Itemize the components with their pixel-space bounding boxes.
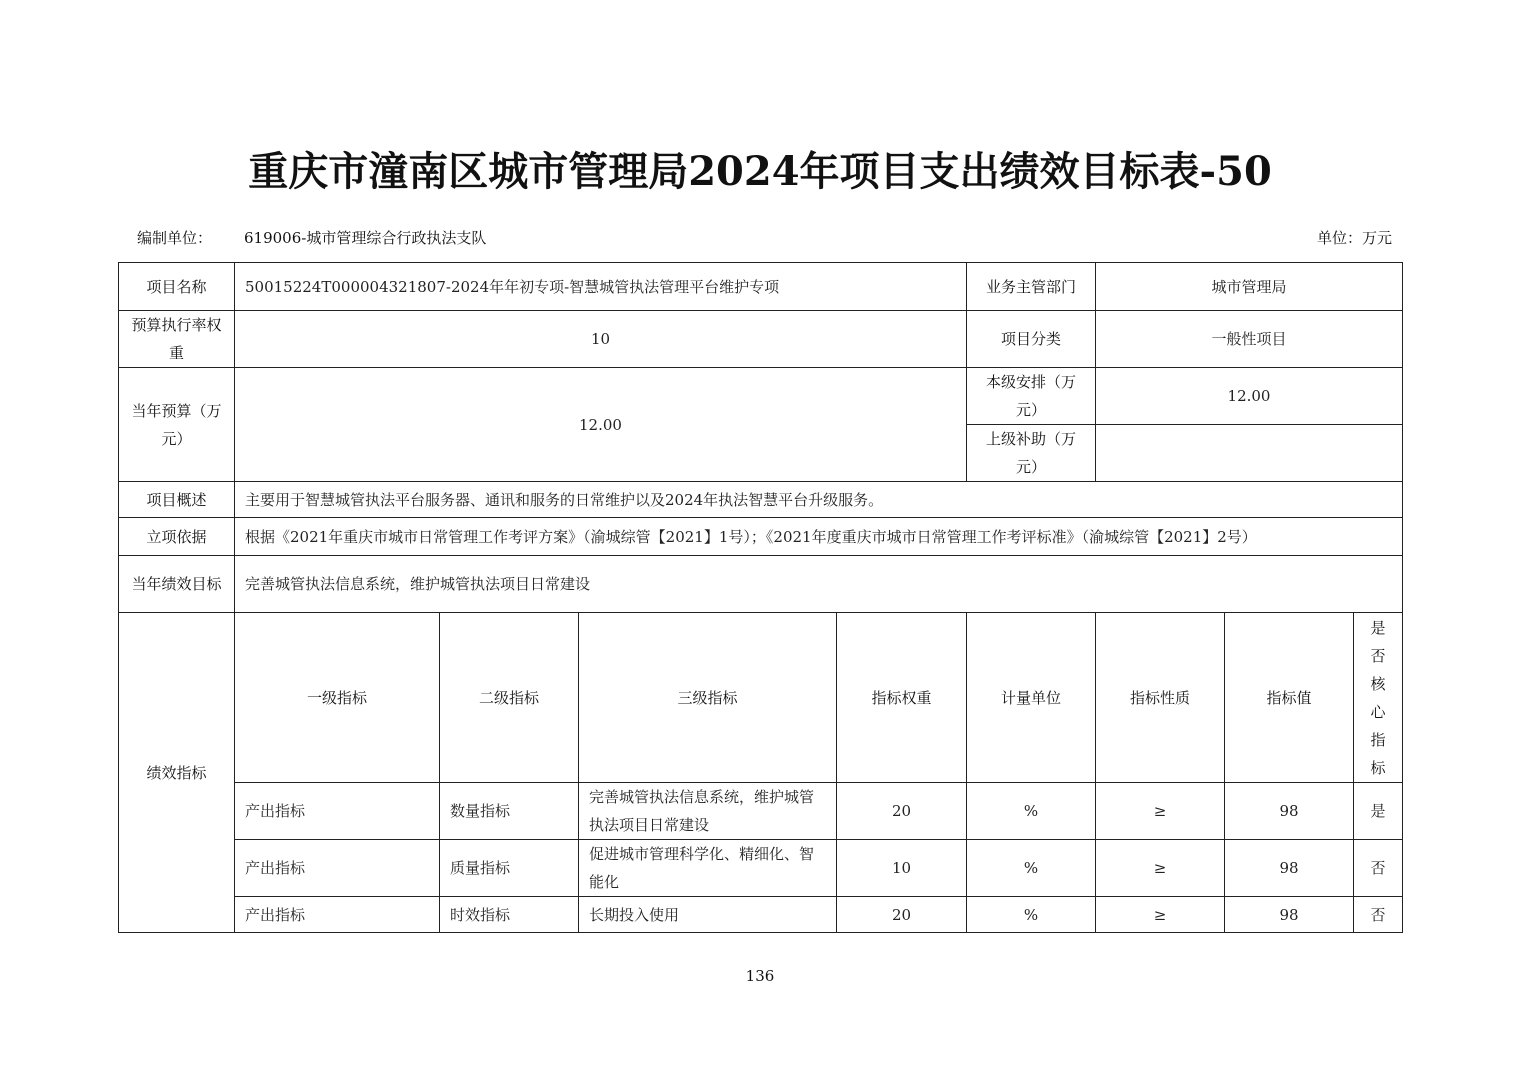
col-level3: 三级指标	[579, 613, 837, 783]
row-nature: ≥	[1096, 897, 1225, 933]
row-nature: ≥	[1096, 840, 1225, 897]
project-name-value: 50015224T000004321807-2024年年初专项-智慧城管执法管理平台维护专项	[235, 263, 967, 311]
budget-label: 当年预算（万元）	[119, 368, 235, 482]
weight-value: 10	[235, 311, 967, 368]
row-weight: 20	[837, 897, 967, 933]
local-label: 本级安排（万元）	[967, 368, 1096, 425]
row-level3: 长期投入使用	[579, 897, 837, 933]
row-core: 否	[1354, 897, 1403, 933]
row-level1: 产出指标	[235, 840, 440, 897]
row-unit: %	[967, 840, 1096, 897]
basis-value: 根据《2021年重庆市城市日常管理工作考评方案》（渝城综管【2021】1号）；《2021年度重庆市城市日常管理工作考评标准》（渝城综管【2021】2号）	[235, 518, 1403, 556]
row-value: 98	[1225, 897, 1354, 933]
dept-label: 业务主管部门	[967, 263, 1096, 311]
goal-value: 完善城管执法信息系统，维护城管执法项目日常建设	[235, 556, 1403, 613]
col-nature: 指标性质	[1096, 613, 1225, 783]
row-core: 否	[1354, 840, 1403, 897]
weight-label: 预算执行率权重	[119, 311, 235, 368]
row-weight	[119, 311, 1403, 368]
document-title: 重庆市潼南区城市管理局2024年项目支出绩效目标表-50	[248, 148, 1272, 195]
org-value: 619006-城市管理综合行政执法支队	[244, 229, 487, 247]
category-value: 一般性项目	[1096, 311, 1403, 368]
currency-unit: 单位：万元	[1316, 229, 1392, 247]
category-label: 项目分类	[967, 311, 1096, 368]
col-level1: 一级指标	[235, 613, 440, 783]
row-goal	[119, 556, 1403, 613]
col-unit: 计量单位	[967, 613, 1096, 783]
overview-value: 主要用于智慧城管执法平台服务器、通讯和服务的日常维护以及2024年执法智慧平台升级服务。	[235, 482, 1403, 518]
row-project-name	[119, 263, 1403, 311]
org-label: 编制单位：	[137, 229, 213, 247]
indicator-header-row	[119, 613, 1403, 783]
basis-label: 立项依据	[119, 518, 235, 556]
local-value: 12.00	[1096, 368, 1403, 425]
row-level3: 完善城管执法信息系统，维护城管执法项目日常建设	[579, 783, 837, 840]
budget-value: 12.00	[235, 368, 967, 482]
row-core: 是	[1354, 783, 1403, 840]
col-core	[1354, 613, 1403, 783]
row-level1: 产出指标	[235, 783, 440, 840]
col-value: 指标值	[1225, 613, 1354, 783]
row-level1: 产出指标	[235, 897, 440, 933]
project-name-label: 项目名称	[119, 263, 235, 311]
col-level2: 二级指标	[440, 613, 579, 783]
row-level2: 质量指标	[440, 840, 579, 897]
row-weight: 10	[837, 840, 967, 897]
dept-value: 城市管理局	[1096, 263, 1403, 311]
indicators-label: 绩效指标	[119, 613, 235, 933]
row-overview	[119, 482, 1403, 518]
table-row	[119, 783, 1403, 840]
goal-label: 当年绩效目标	[119, 556, 235, 613]
row-nature: ≥	[1096, 783, 1225, 840]
page-number: 136	[745, 967, 775, 985]
row-level3: 促进城市管理科学化、精细化、智能化	[579, 840, 837, 897]
superior-label: 上级补助（万元）	[967, 425, 1096, 482]
row-unit: %	[967, 783, 1096, 840]
performance-target-table	[118, 262, 1403, 933]
row-level2: 时效指标	[440, 897, 579, 933]
row-weight: 20	[837, 783, 967, 840]
table-row	[119, 897, 1403, 933]
table-row	[119, 840, 1403, 897]
row-basis	[119, 518, 1403, 556]
col-weight: 指标权重	[837, 613, 967, 783]
row-level2: 数量指标	[440, 783, 579, 840]
row-value: 98	[1225, 840, 1354, 897]
row-unit: %	[967, 897, 1096, 933]
col-core-text: 是否核心指标	[1370, 618, 1386, 777]
overview-label: 项目概述	[119, 482, 235, 518]
superior-value	[1096, 425, 1403, 482]
row-value: 98	[1225, 783, 1354, 840]
row-budget-local	[119, 368, 1403, 425]
